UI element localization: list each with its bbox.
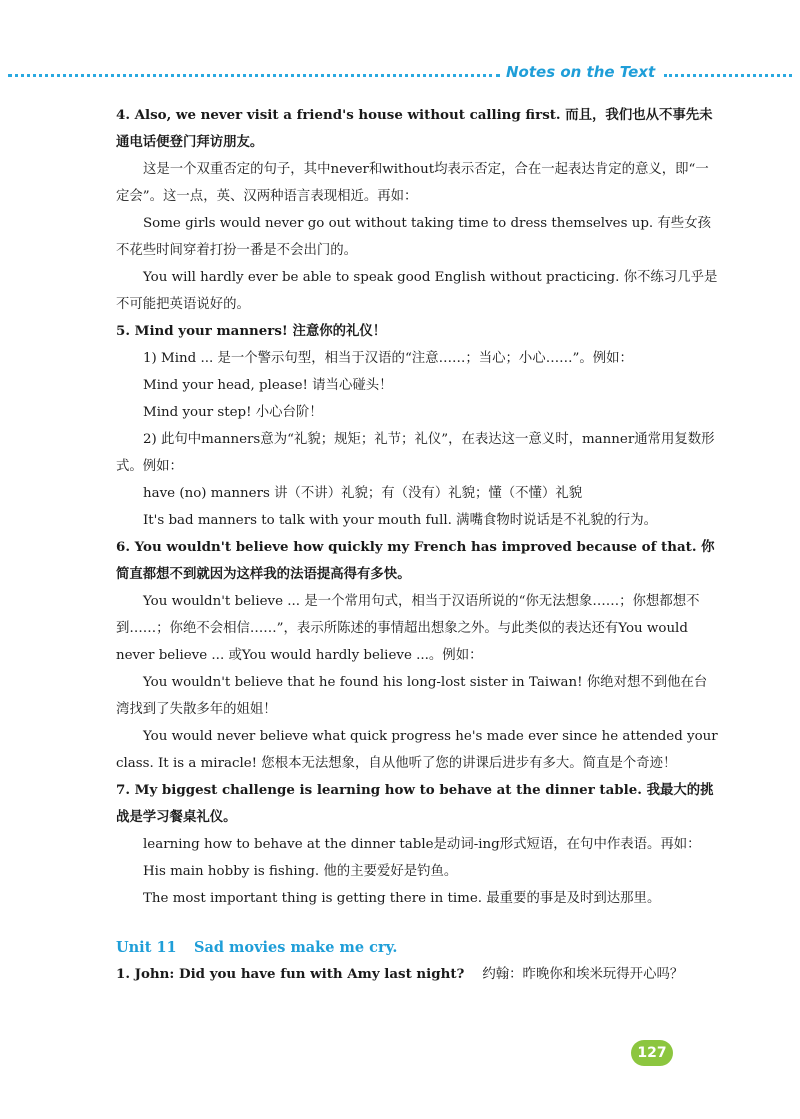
unit-11-note-1-zh: 约翰：昨晚你和埃米玩得开心吗？ bbox=[482, 967, 684, 982]
running-header bbox=[0, 62, 800, 88]
header-dotted-rule-left bbox=[8, 74, 500, 77]
header-dotted-rule-right bbox=[664, 74, 792, 77]
note-4-heading: 4. Also, we never visit a friend's house without calling first. 而且，我们也从不事先未通电话便登门拜访朋友。 bbox=[116, 107, 713, 150]
unit-11-note-1 bbox=[116, 961, 720, 988]
note-6-example-2: You would never believe what quick progress he's made ever since he attended your class. It is a miracle! 您根本无法想象，自从他听了您的讲课后进步有多大。简直是个奇迹！ bbox=[116, 729, 718, 771]
note-4-explanation: 这是一个双重否定的句子，其中never和without均表示否定，合在一起表达肯定的意义，即“一定会”。这一点，英、汉两种语言表现相近。再如： bbox=[116, 162, 709, 204]
note-6-heading: 6. You wouldn't believe how quickly my French has improved because of that. 你简直都想不到就因为这样我的法语提高得有多快。 bbox=[116, 539, 715, 582]
note-6-explanation: You wouldn't believe ... 是一个常用句式，相当于汉语所说的“你无法想象……；你想都想不到……；你绝不会相信……”，表示所陈述的事情超出想象之外。与此类似的表达还有You would never believe ... 或You would hardly believe ...。例如： bbox=[116, 594, 700, 663]
note-5-example-3: have (no) manners 讲（不讲）礼貌；有（没有）礼貌；懂（不懂）礼貌 bbox=[143, 486, 583, 501]
unit-title: Sad movies make me cry. bbox=[194, 939, 398, 956]
note-7-example-2: The most important thing is getting there in time. 最重要的事是及时到达那里。 bbox=[143, 891, 661, 906]
unit-heading bbox=[116, 934, 720, 961]
note-5-example-2: Mind your step! 小心台阶！ bbox=[143, 405, 323, 420]
note-4-example-2: You will hardly ever be able to speak good English without practicing. 你不练习几乎是不可能把英语说好的。 bbox=[116, 270, 718, 312]
note-6-example-1: You wouldn't believe that he found his long-lost sister in Taiwan! 你绝对想不到他在台湾找到了失散多年的姐姐！ bbox=[116, 675, 708, 717]
note-4-example-1: Some girls would never go out without taking time to dress themselves up. 有些女孩不花些时间穿着打扮一番是不会出门的。 bbox=[116, 216, 711, 258]
unit-number: Unit 11 bbox=[116, 939, 177, 956]
note-5-example-1: Mind your head, please! 请当心碰头！ bbox=[143, 378, 393, 393]
note-7-explanation: learning how to behave at the dinner table是动词-ing形式短语，在句中作表语。再如： bbox=[143, 837, 701, 852]
note-5-point-2: 2) 此句中manners意为“礼貌；规矩；礼节；礼仪”，在表达这一意义时，manner通常用复数形式。例如： bbox=[116, 432, 715, 474]
header-title: Notes on the Text bbox=[506, 63, 656, 81]
note-7-heading: 7. My biggest challenge is learning how to behave at the dinner table. 我最大的挑战是学习餐桌礼仪。 bbox=[116, 782, 714, 825]
notes-body bbox=[116, 102, 720, 988]
page-number-badge: 127 bbox=[631, 1040, 673, 1066]
note-7-example-1: His main hobby is fishing. 他的主要爱好是钓鱼。 bbox=[143, 864, 458, 879]
unit-11-note-1-en: 1. John: Did you have fun with Amy last night? bbox=[116, 966, 465, 982]
note-5-heading: 5. Mind your manners! 注意你的礼仪！ bbox=[116, 323, 387, 339]
note-5-point-1: 1) Mind ... 是一个警示句型，相当于汉语的“注意……；当心；小心……”。例如： bbox=[143, 351, 633, 366]
note-5-example-4: It's bad manners to talk with your mouth full. 满嘴食物时说话是不礼貌的行为。 bbox=[143, 513, 658, 528]
